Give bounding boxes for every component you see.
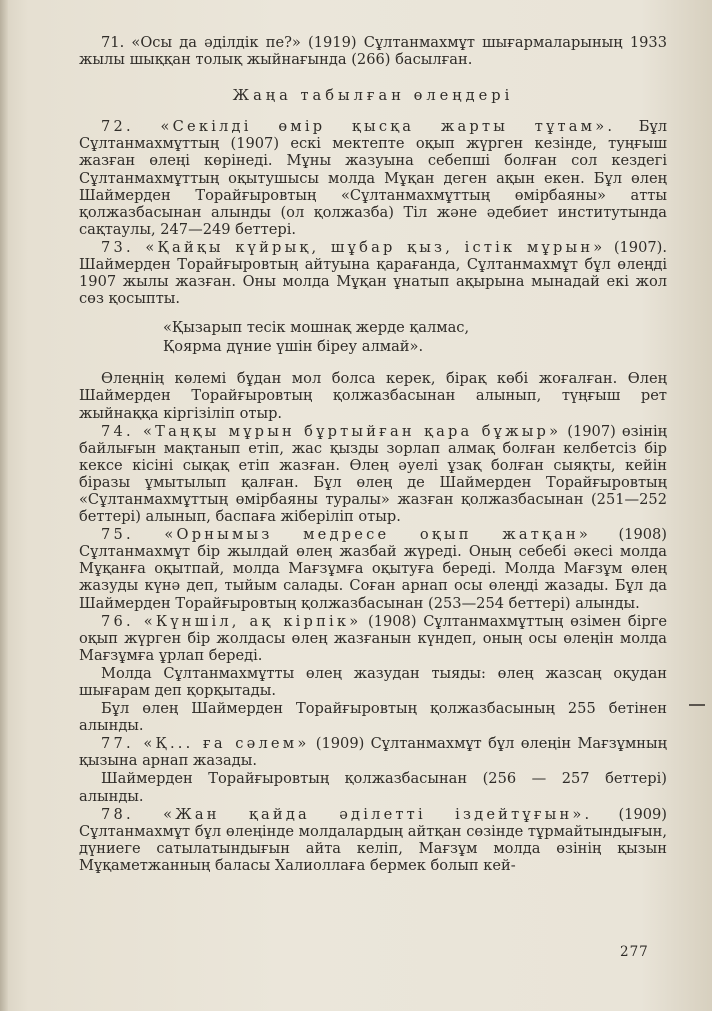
poem-title-72: 72. «Секілді өмір қысқа жарты тұтам».: [101, 118, 616, 136]
paragraph-76b: Молда Сұлтанмахмұтты өлең жазудан тыяды: өлең жазсаң оқудан шығарам деп қорқытады.: [79, 664, 667, 699]
paragraph-72-body: Бұл Сұлтанмахмұттың (1907) ескі мектепте оқып жүрген кезінде, туңғыш жазған өлеңі көрінеді. Мұны жазуына себепші болған сол кездегі Сұлтанмахмұттың оқытушысы молда Мұқан деген ақын екен. Бұл өлең Шаймерден Торайғыровтың «Сұлтанмахмұттың өмірбаяны» атты қолжазбасынан алынды (ол қолжазба) Тіл және әдебиет институтында сақтаулы, 247—249 беттері.: [79, 118, 667, 238]
poem-title-75: 75. «Орнымыз медресе оқып жатқан»: [101, 526, 592, 544]
poem-title-73: 73. «Қайқы күйрық, шұбар қыз, істік мұрын»: [101, 238, 606, 256]
paragraph-75-body: (1908) Сұлтанмахмұт бір жылдай өлең жазбай жүреді. Оның себебі әкесі молда Мұқанға оқытпай, молда Мағзұмға оқытуға береді. Молда Мағзұм өлең жазуды күнә деп, тыйым салады. Соған арнап осы өлеңді жазады. Бұл да Шаймерден Торайғыровтың қолжазбасынан (253—254 беттері) алынды.: [79, 526, 667, 612]
paragraph-lost-note: Өлеңнің көлемі бұдан мол болса керек, бірақ көбі жоғалған. Өлең Шаймерден Торайғыровтың қолжазбасынан алынып, түңғыш рет жыйнаққа кіргізіліп отыр.: [79, 370, 667, 422]
paragraph-78-body: (1909) Сұлтанмахмұт бұл өлеңінде молдалардың айтқан сөзінде тұрмайтындығын, дүниеге сатылатындығын айта келіп, Мағзұм молда өзінің қызын Мұқаметжанның баласы Халиоллаға бермек болып кей-: [79, 805, 668, 874]
poem-title-76: 76. «Күншіл, ақ кірпік»: [101, 612, 362, 630]
paragraph-76-body: (1908) Сұлтанмахмұттың өзімен бірге оқып жүрген бір жолдасы өлең жазғанын күндеп, оның осы өлеңін молда Мағзұмға ұрлап береді.: [79, 612, 667, 664]
paragraph-77-body: (1909) Сұлтанмахмұт бұл өлеңін Мағзұмның қызына арнап жазады.: [79, 735, 667, 770]
paragraph-72: [79, 118, 667, 238]
paragraph-77b: Шаймерден Торайғыровтың қолжазбасынан (256 — 257 беттері) алынды.: [79, 770, 667, 805]
paragraph-77: [79, 735, 667, 769]
poem-title-74: 74. «Таңқы мұрын бұртыйған қара бұжыр»: [101, 422, 562, 440]
margin-mark: [689, 704, 705, 706]
poem-title-78: 78. «Жан қайда әділетті іздейтұғын».: [101, 805, 593, 823]
paragraph-75: [79, 526, 667, 611]
page-edge-shadow: [0, 0, 8, 1011]
verse-line: Қоярма дүние үшін біреу алмай».: [163, 337, 424, 355]
verse-quote: [163, 319, 667, 356]
paragraph-76c: Бұл өлең Шаймерден Торайғыровтың қолжазбасының 255 бетінен алынды.: [79, 700, 667, 735]
paragraph-74: [79, 423, 667, 526]
verse-line: «Қызарып тесік мошнақ жерде қалмас,: [163, 319, 470, 337]
paragraph-74-body: (1907) өзінің байлығын мақтанып етіп, жас қызды зорлап алмақ болған келбетсіз бір кексе кісіні сықақ етіп жазған. Өлең әуелі ұзақ болған сыяқты, кейін біразы ұмытылып қалған. Бұл өлең де Шаймерден Торайғыровтың «Сұлтанмахмұттың өмірбаяны туралы» жазған қолжазбасынан (251—252 беттері) алынып, баспаға жіберіліп отыр.: [79, 422, 667, 526]
paragraph-71: 71. «Осы да әділдік пе?» (1919) Сұлтанмахмұт шығармаларының 1933 жылы шыққан толық жыйнағында (266) басылған.: [79, 34, 667, 69]
page-number: 277: [620, 944, 649, 960]
section-heading: Жаңа табылған өлеңдері: [232, 87, 514, 105]
paragraph-73-body: (1907). Шаймерден Торайғыровтың айтуына қарағанда, Сұлтанмахмұт бұл өлеңді 1907 жылы жазған. Оны молда Мұқан ұнатып ақырына мынадай екі жол сөз қосыпты.: [79, 238, 667, 308]
poem-title-77: 77. «Қ... ға сәлем»: [101, 735, 310, 753]
page-text: [79, 34, 667, 874]
paragraph-78: [79, 806, 667, 874]
paragraph-76: [79, 613, 667, 664]
paragraph-73: [79, 239, 667, 307]
